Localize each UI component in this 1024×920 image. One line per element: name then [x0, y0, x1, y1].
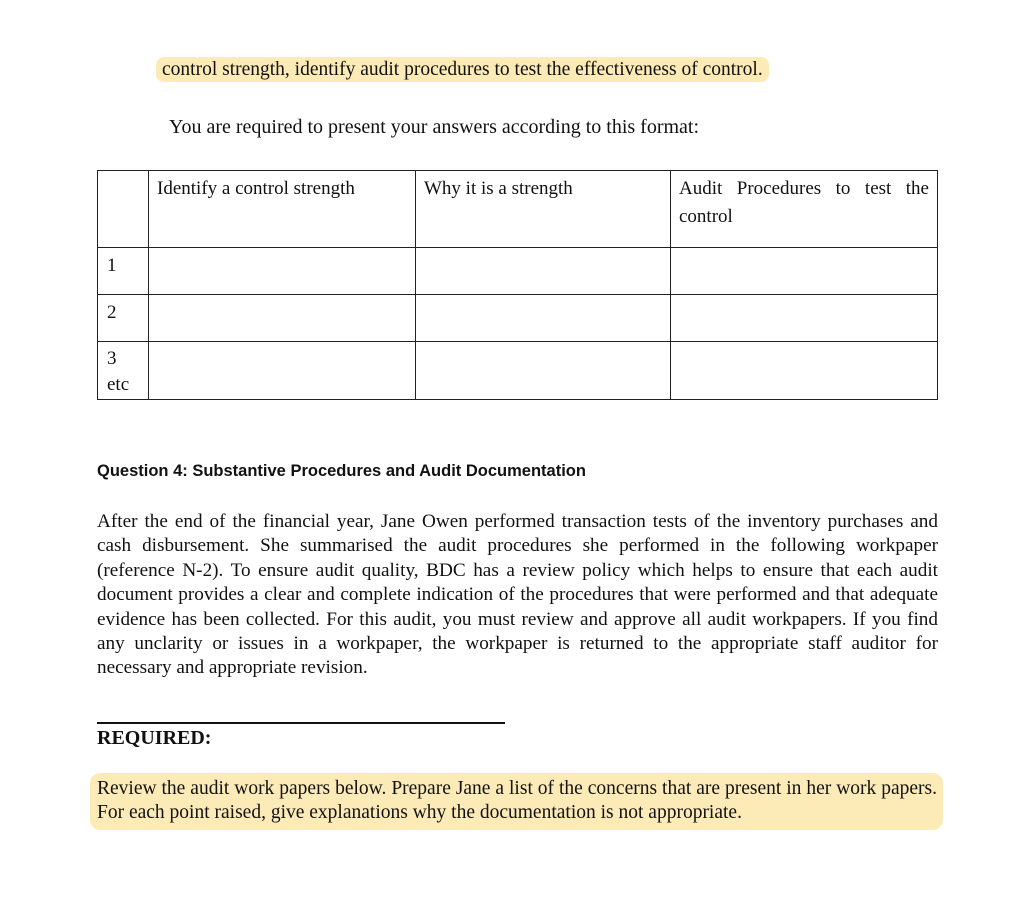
question-paragraph: After the end of the financial year, Jane Owen performed transaction tests of the inventory purchases and cash disbursement. She summarised the audit procedures she performed in the following workpaper (reference N-2). To ensure audit quality, BDC has a review policy which helps to ensure that each audit document provides a clear and complete indication of the procedures that were performed and that adequate evidence has been collected. For this audit, you must review and approve all audit workpapers. If you find any unclarity or issues in a workpaper, the workpaper is returned to the appropriate staff auditor for necessary and appropriate revision. — [97, 511, 938, 679]
table-cell — [149, 248, 416, 295]
table-row — [98, 248, 938, 295]
table-cell — [671, 342, 938, 400]
table-cell — [416, 248, 671, 295]
table-cell — [416, 295, 671, 342]
table-cell — [149, 342, 416, 400]
table-cell — [671, 295, 938, 342]
intro-highlighted-line — [156, 59, 769, 81]
table-header-row — [98, 171, 938, 248]
highlighted-text: control strength, identify audit procedures to test the effectiveness of control. — [156, 57, 769, 82]
format-instruction: You are required to present your answers according to this format: — [169, 116, 700, 138]
row-number: 3 — [107, 348, 117, 369]
table-header-cell-number — [98, 171, 149, 248]
table-row — [98, 342, 938, 400]
required-text: Review the audit work papers below. Prepare Jane a list of the concerns that are present in her work papers. For each point raised, give explanations why the documentation is not appropriate. — [90, 773, 943, 830]
required-label: REQUIRED: — [97, 727, 212, 749]
table-cell — [416, 342, 671, 400]
table-cell — [671, 248, 938, 295]
row-number-cell — [98, 342, 149, 400]
table-cell — [149, 295, 416, 342]
question-heading: Question 4: Substantive Procedures and Audit Documentation — [97, 462, 586, 480]
section-divider — [97, 722, 505, 724]
row-number-cell: 2 — [98, 295, 149, 342]
table-header-cell-strength: Identify a control strength — [149, 171, 416, 248]
answer-format-table — [97, 170, 938, 400]
table-header-cell-procedures: Audit Procedures to test the control — [671, 171, 938, 248]
row-number-cell: 1 — [98, 248, 149, 295]
row-number-extra: etc — [107, 374, 130, 395]
table-row — [98, 295, 938, 342]
table-header-cell-why: Why it is a strength — [416, 171, 671, 248]
